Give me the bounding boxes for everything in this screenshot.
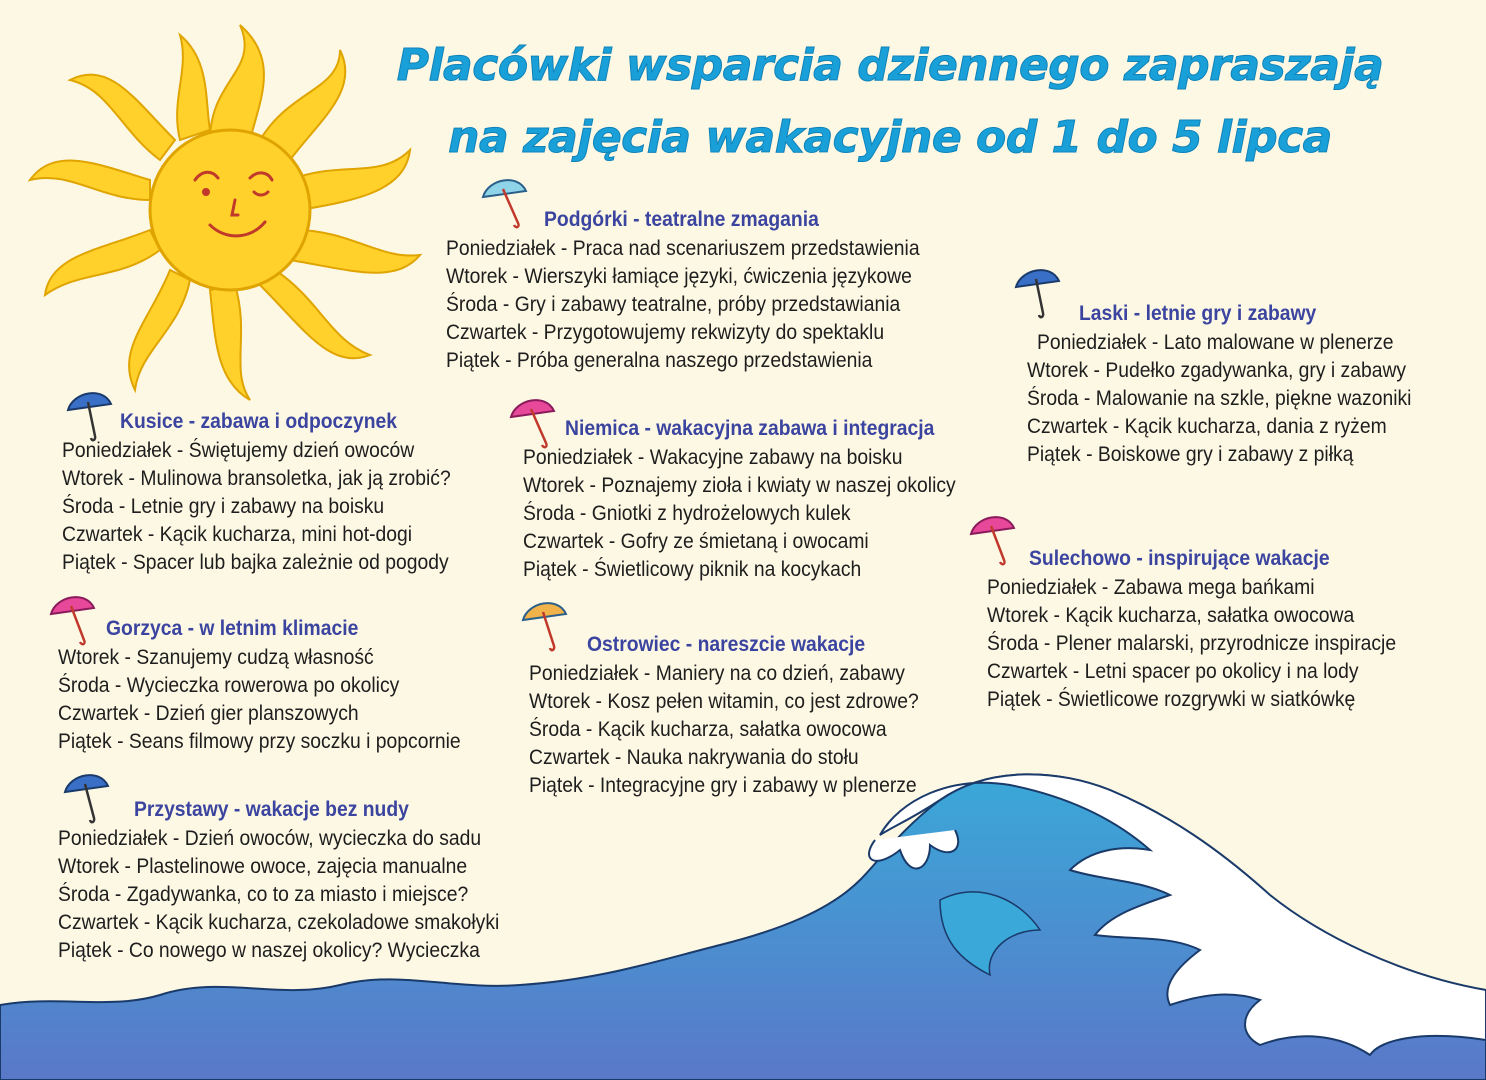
schedule-line: Czwartek - Gofry ze śmietaną i owocami: [523, 530, 869, 553]
schedule-line: Piątek - Spacer lub bajka zależnie od pogody: [62, 551, 449, 574]
schedule-line: Środa - Kącik kucharza, sałatka owocowa: [529, 718, 887, 741]
schedule-line: Wtorek - Poznajemy zioła i kwiaty w naszej okolicy: [523, 474, 956, 497]
schedule-line: Poniedziałek - Świętujemy dzień owoców: [62, 439, 415, 462]
schedule-line: Poniedziałek - Lato malowane w plenerze: [1037, 331, 1394, 354]
schedule-line: Czwartek - Kącik kucharza, czekoladowe smakołyki: [58, 911, 500, 934]
schedule-line: Wtorek - Plastelinowe owoce, zajęcia manualne: [58, 855, 468, 878]
schedule-line: Środa - Wycieczka rowerowa po okolicy: [58, 674, 400, 697]
schedule-line: Piątek - Świetlicowe rozgrywki w siatkówkę: [987, 688, 1356, 711]
schedule-line: Czwartek - Letni spacer po okolicy i na lody: [987, 660, 1359, 683]
schedule-line: Czwartek - Kącik kucharza, mini hot-dogi: [62, 523, 413, 546]
place-heading: Podgórki - teatralne zmagania: [544, 208, 819, 231]
schedule-line: Piątek - Co nowego w naszej okolicy? Wycieczka: [58, 939, 480, 962]
schedule-line: Poniedziałek - Dzień owoców, wycieczka do sadu: [58, 827, 482, 850]
schedule-line: Piątek - Boiskowe gry i zabawy z piłką: [1027, 443, 1354, 466]
place-sulechowo: [987, 547, 1432, 714]
place-heading: Gorzyca - w letnim klimacie: [106, 617, 359, 640]
schedule-line: Poniedziałek - Zabawa mega bańkami: [987, 576, 1315, 599]
schedule-line: Piątek - Seans filmowy przy soczku i popcornie: [58, 730, 461, 753]
place-ostrowiec: [529, 633, 953, 800]
place-gorzyca: [58, 617, 496, 756]
schedule-line: Wtorek - Wierszyki łamiące języki, ćwiczenia językowe: [446, 265, 912, 288]
place-kusice: [62, 410, 485, 577]
schedule-line: Piątek - Świetlicowy piknik na kocykach: [523, 558, 862, 581]
schedule-line: Poniedziałek - Praca nad scenariuszem przedstawienia: [446, 237, 920, 260]
schedule-line: Wtorek - Szanujemy cudzą własność: [58, 646, 374, 669]
place-heading: Ostrowiec - nareszcie wakacje: [587, 633, 866, 656]
schedule-line: Czwartek - Dzień gier planszowych: [58, 702, 359, 725]
schedule-line: Czwartek - Kącik kucharza, dania z ryżem: [1027, 415, 1387, 438]
place-heading: Przystawy - wakacje bez nudy: [134, 798, 409, 821]
schedule-line: Wtorek - Kącik kucharza, sałatka owocowa: [987, 604, 1355, 627]
schedule-line: Środa - Gry i zabawy teatralne, próby przedstawiania: [446, 293, 901, 316]
schedule-line: Poniedziałek - Wakacyjne zabawy na boisku: [523, 446, 903, 469]
page-title-line-2: na zajęcia wakacyjne od 1 do 5 lipca: [448, 112, 1332, 163]
place-heading: Kusice - zabawa i odpoczynek: [120, 410, 398, 433]
schedule-line: Środa - Gniotki z hydrożelowych kulek: [523, 502, 851, 525]
schedule-line: Wtorek - Pudełko zgadywanka, gry i zabawy: [1027, 359, 1407, 382]
schedule-line: Środa - Letnie gry i zabawy na boisku: [62, 495, 385, 518]
schedule-line: Wtorek - Kosz pełen witamin, co jest zdrowe?: [529, 690, 919, 713]
schedule-line: Czwartek - Przygotowujemy rekwizyty do spektaklu: [446, 321, 885, 344]
schedule-line: Piątek - Integracyjne gry i zabawy w plenerze: [529, 774, 917, 797]
schedule-line: Wtorek - Mulinowa bransoletka, jak ją zrobić?: [62, 467, 451, 490]
schedule-line: Piątek - Próba generalna naszego przedstawienia: [446, 349, 873, 372]
place-heading: Laski - letnie gry i zabawy: [1079, 302, 1317, 325]
place-laski: [1027, 302, 1445, 469]
schedule-line: Czwartek - Nauka nakrywania do stołu: [529, 746, 859, 769]
schedule-line: Środa - Plener malarski, przyrodnicze inspiracje: [987, 632, 1397, 655]
schedule-line: Poniedziałek - Maniery na co dzień, zabawy: [529, 662, 905, 685]
place-podgorki: [446, 208, 961, 375]
place-heading: Niemica - wakacyjna zabawa i integracja: [565, 417, 935, 440]
place-przystawy: [58, 798, 538, 965]
page-title-line-1: Placówki wsparcia dziennego zapraszają: [396, 40, 1384, 91]
schedule-line: Środa - Zgadywanka, co to za miasto i miejsce?: [58, 883, 469, 906]
schedule-line: Środa - Malowanie na szkle, piękne wazoniki: [1027, 387, 1412, 410]
place-heading: Sulechowo - inspirujące wakacje: [1029, 547, 1330, 570]
place-niemica: [523, 417, 993, 584]
